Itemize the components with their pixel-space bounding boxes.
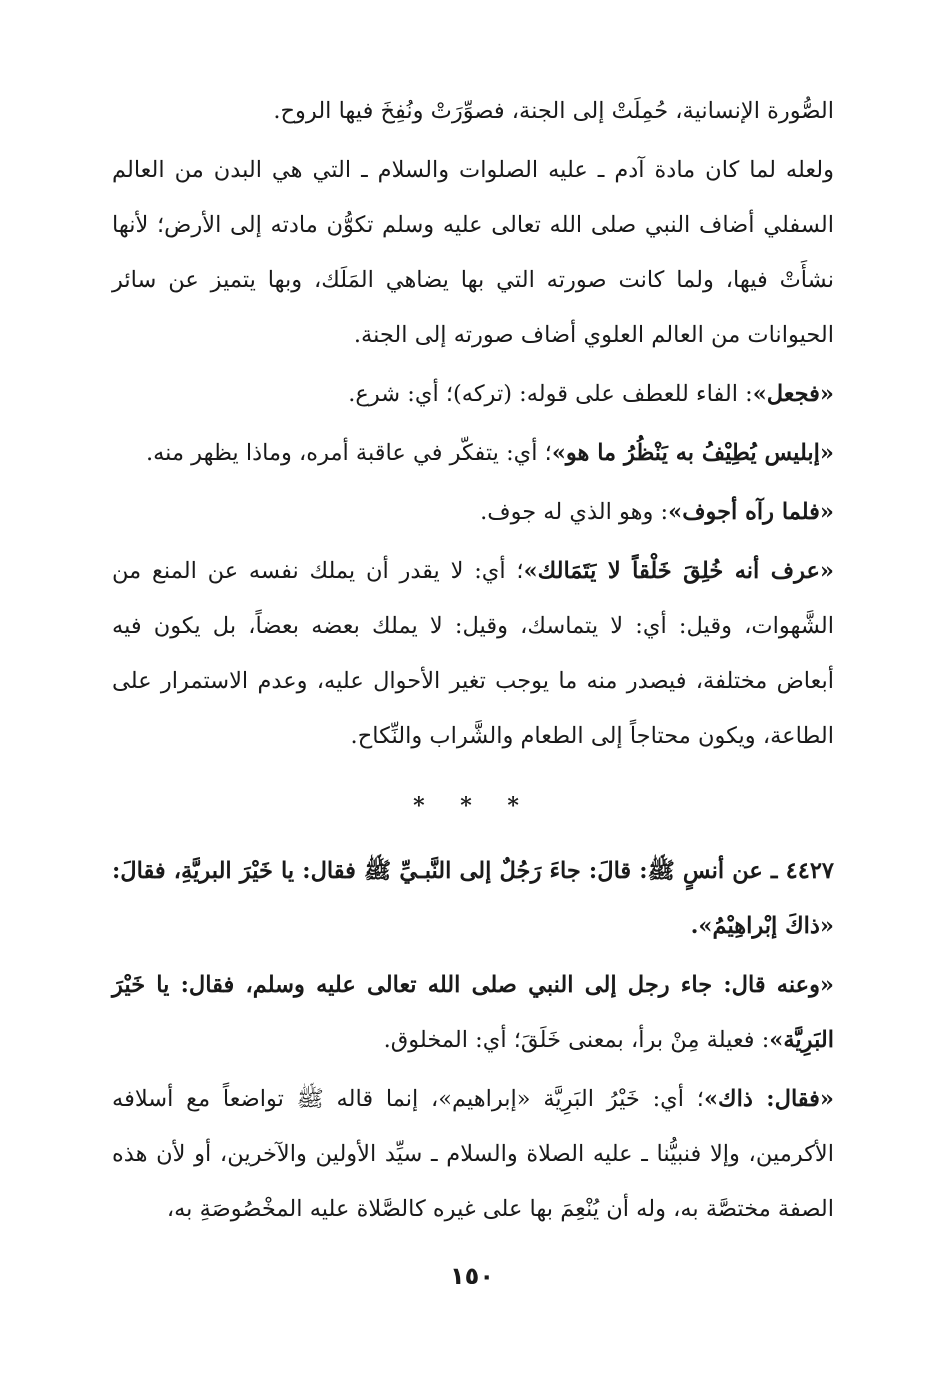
paragraph-4 [112,426,834,481]
paragraph-5 [112,485,834,540]
paragraph-4-text: ؛ أي: يتفكّر في عاقبة أمره، وماذا يظهر منه. [145,440,552,466]
page-number: ١٥٠ [450,1262,494,1290]
paragraph-2 [112,143,834,363]
paragraph-6 [112,544,834,764]
lemma-iblis: «إبليس يُطِيْفُ به يَنْظُرُ ما هو» [551,440,834,466]
paragraph-6-text: ؛ أي: لا يقدر أن يملك نفسه عن المنع من الشَّهوات، وقيل: أي: لا يتماسك، وقيل: لا يملك بعضه بعضاً، بل يكون فيه أبعاض مختلفة، فيصدر منه ما يوجب تغير الأحوال عليه، وعدم الاستمرار على الطاعة، ويكون محتاجاً إلى الطعام والشَّراب والنِّكاح. [112,558,834,749]
lemma-ajwaf: «فلما رآه أجوف» [668,499,834,525]
page-body [112,84,834,1241]
section-separator: * * * [413,793,533,819]
commentary-2 [112,1072,834,1237]
hadith-text: ٤٤٢٧ ـ عن أنسٍ ﷺ: قالَ: جاءَ رَجُلٌ إلى النَّبـيِّ ﷺ فقال: يا خَيْرَ البريَّةِ، فقالَ: «ذاكَ إبْراهِيْمُ». [112,858,834,939]
commentary-2-text: ؛ أي: خَيْرُ البَرِيَّة «إبراهيم»، إنما قاله ﷺ تواضعاً مع أسلافه الأكرمين، وإلا فنبيُّنا ـ عليه الصلاة والسلام ـ سيِّد الأولين والآخرين، أو لأن هذه الصفة مختصَّة به، وله أن يُنْعِمَ بها على غيره كالصَّلاة عليه المخْصُوصَةِ به، [112,1086,834,1222]
commentary-1-lemma: «وعنه قال: جاء رجل إلى النبي صلى الله تعالى عليه وسلم، فقال: يا خَيْرَ البَرِيَّة» [112,972,834,1053]
paragraph-5-text: : وهو الذي له جوف. [480,499,669,525]
lemma-fajaal: «فجعل» [752,381,834,407]
lemma-arafa: «عرف أنه خُلِقَ خَلْقاً لا يَتَمَالك» [523,558,834,584]
commentary-2-lemma: «فقال: ذاك» [703,1086,834,1112]
commentary-1-text: : فعيلة مِنْ برأ، بمعنى خَلَقَ؛ أي: المخلوق. [383,1027,770,1053]
paragraph-3-text: : الفاء للعطف على قوله: (تركه)؛ أي: شرع. [348,381,753,407]
paragraph-1-text: الصُّورة الإنسانية، حُمِلَتْ إلى الجنة، فصوِّرَتْ ونُفِخَ فيها الروح. [273,98,834,124]
paragraph-1 [112,84,834,139]
commentary-1 [112,958,834,1068]
paragraph-3 [112,367,834,422]
paragraph-2-text: ولعله لما كان مادة آدم ـ عليه الصلوات والسلام ـ التي هي البدن من العالم السفلي أضاف النبي صلى الله تعالى عليه وسلم تكوُّن مادته إلى الأرض؛ لأنها نشأَتْ فيها، ولما كانت صورته التي بها يضاهي المَلَك، وبها يتميز عن سائر الحيوانات من العالم العلوي أضاف صورته إلى الجنة. [112,157,834,348]
